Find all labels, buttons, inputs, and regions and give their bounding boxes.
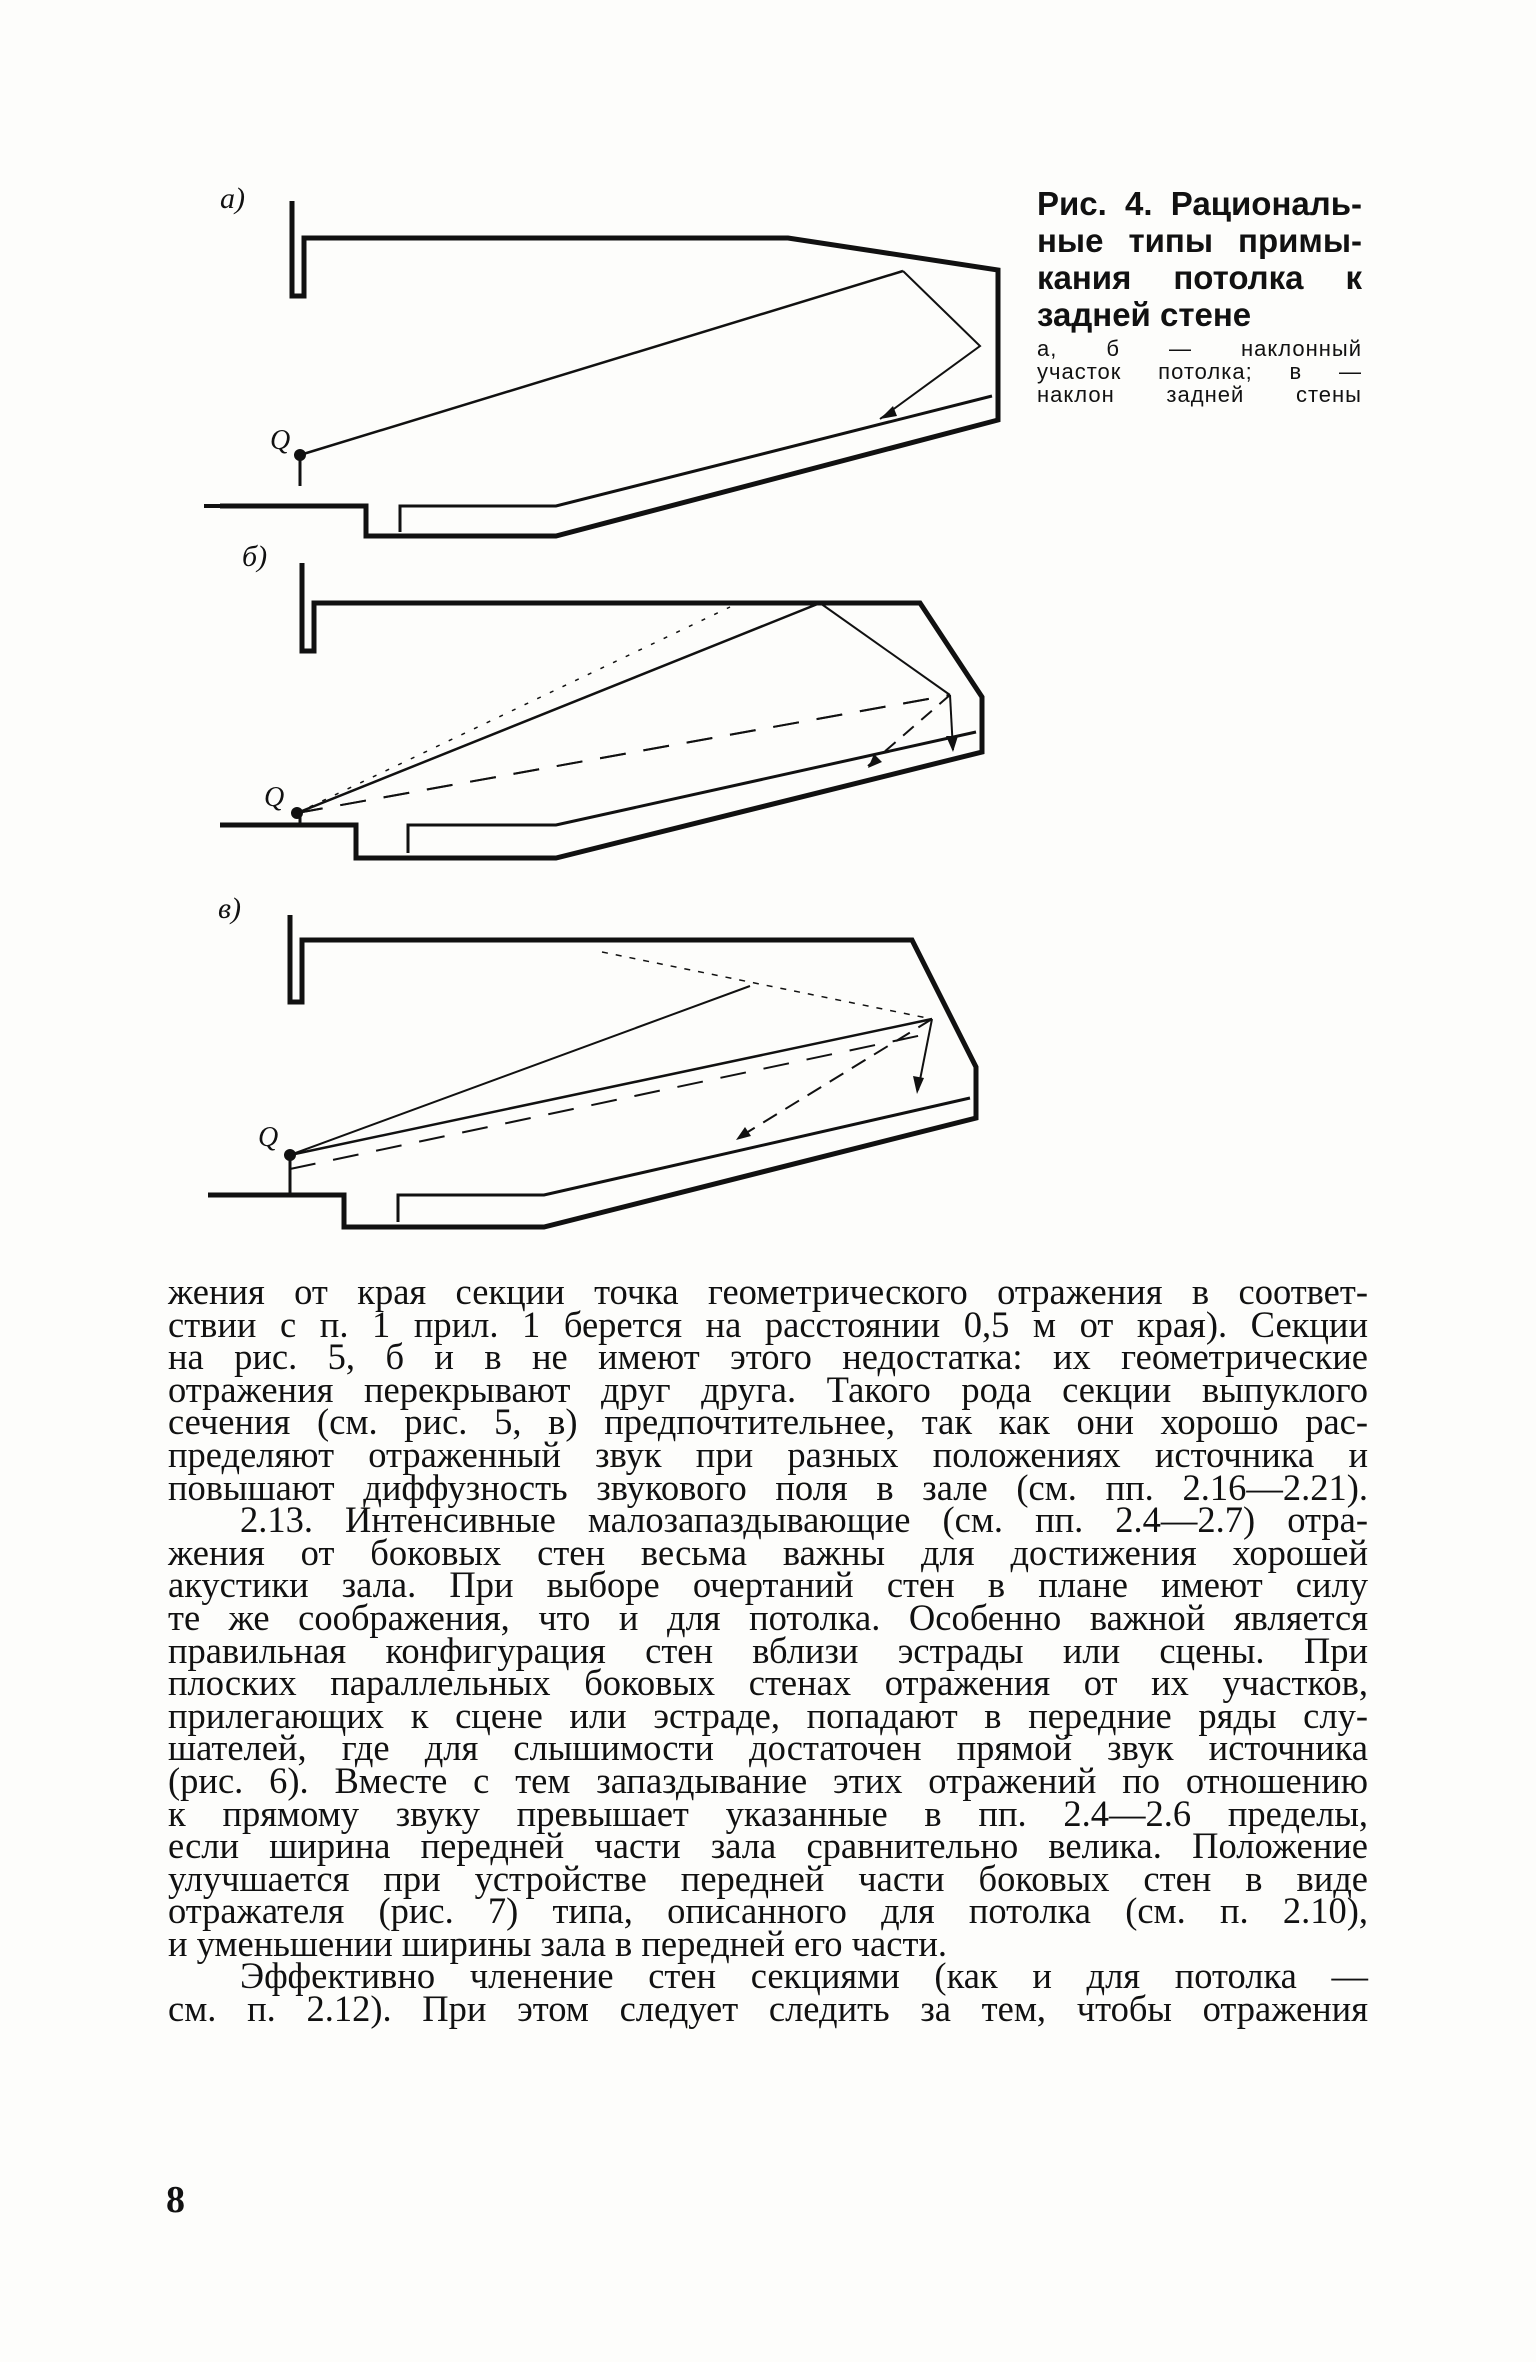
figure-caption [1037, 185, 1362, 406]
panel-b-section [220, 563, 982, 858]
text-line: плоских параллельных боковых стенах отражения от их участков, [168, 1662, 1368, 1704]
text-line: на рис. 5, б и в не имеют этого недостатка: их геометрические [168, 1336, 1368, 1378]
caption-legend-line: наклон задней стены [1037, 382, 1362, 407]
text-line: улучшается при устройстве передней части боковых стен в виде [168, 1857, 1368, 1899]
text-line: (рис. 6). Вместе с тем запаздывание этих отражений по отношению [168, 1759, 1368, 1801]
text-line: Эффективно членение стен секциями (как и для потолка — [240, 1955, 1368, 1997]
caption-title [1037, 185, 1362, 333]
text-line: повышают диффузность звукового поля в зале (см. пп. 2.16—2.21). [168, 1466, 1368, 1508]
panel-b-source-label: Q [264, 782, 285, 813]
text-line: акустики зала. При выборе очертаний стен в плане имеют силу [168, 1564, 1368, 1606]
paragraph-1 [168, 1271, 1368, 1508]
text-line: и уменьшении ширины зала в передней его части. [168, 1922, 948, 1964]
text-line: пределяют отраженный звук при разных положениях источника и [168, 1433, 1368, 1475]
text-line: прилегающих к сцене или эстраде, попадают в передние ряды слу- [168, 1694, 1368, 1736]
text-line: жения от края секции точка геометрического отражения в соответ- [168, 1271, 1368, 1312]
panel-c-label: в) [218, 892, 242, 925]
text-line: сечения (см. рис. 5, в) предпочтительнее, так как они хорошо рас- [168, 1401, 1368, 1443]
panel-b-label: б) [242, 540, 268, 573]
caption-title-line: ные типы примы- [1037, 222, 1362, 259]
panel-c-source-label: Q [258, 1122, 279, 1153]
caption-title-line: кания потолка к [1037, 259, 1362, 296]
paragraph-3 [168, 1955, 1368, 2030]
text-line: ствии с п. 1 прил. 1 берется на расстоянии 0,5 м от края). Секции [168, 1303, 1368, 1345]
paragraph-2 [168, 1499, 1368, 1964]
page-number: 8 [166, 2179, 185, 2221]
text-line: 2.13. Интенсивные малозапаздывающие (см. пп. 2.4—2.7) отра- [240, 1499, 1368, 1541]
caption-legend-line: участок потолка; в — [1037, 359, 1362, 384]
text-line: см. п. 2.12). При этом следует следить за тем, чтобы отражения [168, 1988, 1368, 2030]
caption-legend [1037, 337, 1362, 406]
text-line: к прямому звуку превышает указанные в пп. 2.4—2.6 пределы, [168, 1792, 1368, 1834]
text-line: отражателя (рис. 7) типа, описанного для потолка (см. п. 2.10), [168, 1890, 1368, 1932]
text-line: правильная конфигурация стен вблизи эстрады или сцены. При [168, 1629, 1368, 1671]
panel-a-section [204, 201, 998, 536]
caption-title-line: задней стене [1037, 296, 1252, 333]
text-line: шателей, где для слышимости достаточен прямой звук источника [168, 1727, 1368, 1769]
panel-c-section [208, 915, 976, 1227]
panel-a-label: а) [220, 182, 245, 215]
text-line: если ширина передней части зала сравнительно велика. Положение [168, 1825, 1368, 1867]
text-line: те же соображения, что и для потолка. Особенно важной является [168, 1596, 1368, 1638]
caption-title-line: Рис. 4. Рациональ- [1037, 185, 1362, 222]
body-text [168, 1271, 1368, 2030]
caption-legend-line: а, б — наклонный [1037, 336, 1362, 361]
text-line: отражения перекрывают друг друга. Такого рода секции выпуклого [168, 1368, 1368, 1410]
text-line: жения от боковых стен весьма важны для достижения хорошей [168, 1531, 1368, 1573]
panel-a-source-label: Q [270, 425, 291, 456]
